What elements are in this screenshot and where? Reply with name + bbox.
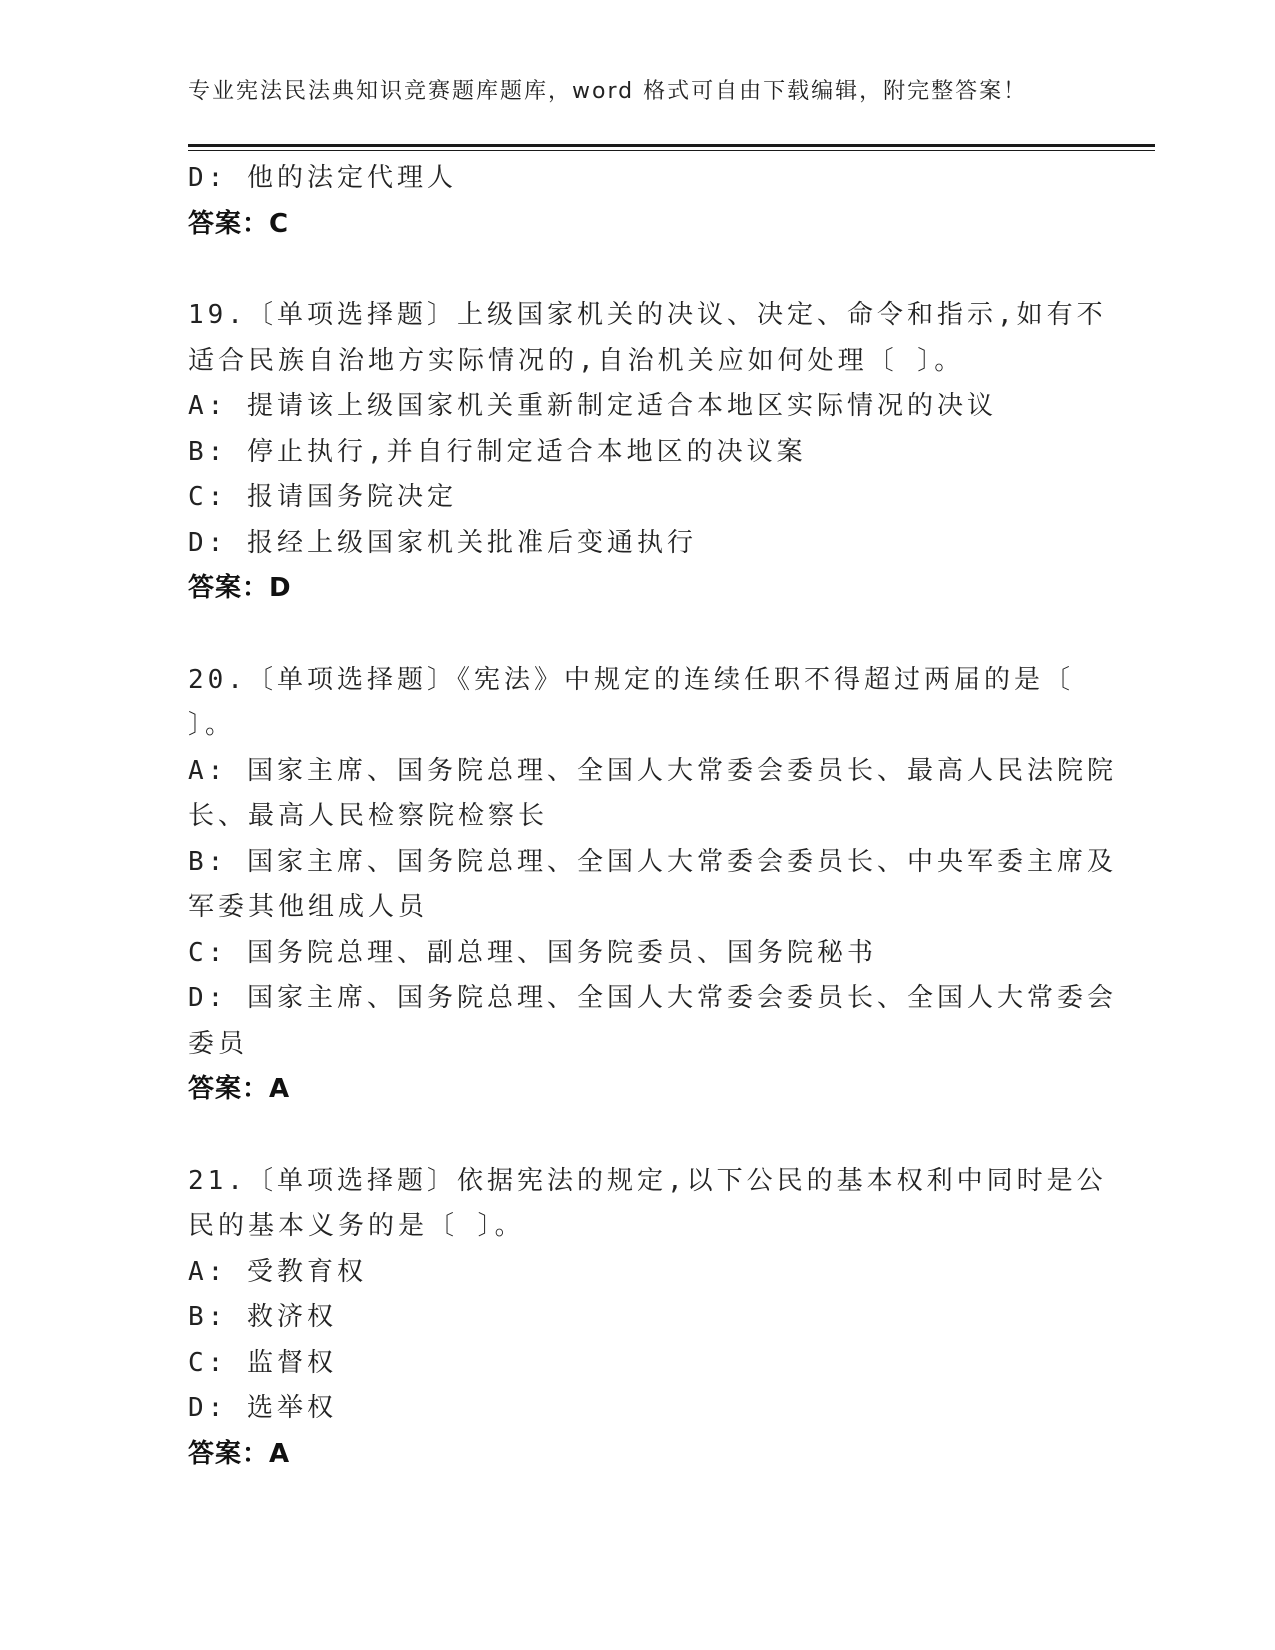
option-c: C: 报请国务院决定 — [188, 482, 457, 512]
question-stem-line: 20.〔单项选择题〕《宪法》中规定的连续任职不得超过两届的是〔 — [188, 664, 1074, 695]
question-stem-line: 民的基本义务的是〔 〕。 — [188, 1211, 525, 1241]
option-d: D: 报经上级国家机关批准后变通执行 — [188, 527, 697, 558]
option-b: B: 救济权 — [188, 1302, 337, 1332]
question-stem-line: 21.〔单项选择题〕依据宪法的规定,以下公民的基本权利中同时是公 — [188, 1165, 1107, 1196]
answer-line: 答案：A — [188, 1074, 291, 1104]
option-a-continued: 长、最高人民检察院检察长 — [188, 801, 549, 831]
header-rule-thin — [188, 150, 1155, 151]
option-a: A: 国家主席、国务院总理、全国人大常委会委员长、最高人民法院院 — [188, 755, 1117, 786]
option-b: B: 停止执行,并自行制定适合本地区的决议案 — [188, 436, 807, 467]
spacer — [188, 612, 1088, 658]
option-d-continued: 委员 — [188, 1028, 249, 1059]
spacer — [188, 1113, 1088, 1159]
answer-line: 答案：C — [188, 208, 290, 239]
question-stem-line: 适合民族自治地方实际情况的,自治机关应如何处理〔 〕。 — [188, 345, 965, 376]
document-body — [188, 156, 1117, 1477]
option-b: B: 国家主席、国务院总理、全国人大常委会委员长、中央军委主席及 — [188, 846, 1117, 877]
question-18-fragment — [188, 156, 1088, 247]
question-stem-line: 〕。 — [188, 710, 236, 740]
question-21 — [188, 1159, 1107, 1478]
question-19 — [188, 293, 1107, 612]
question-20 — [188, 658, 1117, 1113]
option-a: A: 提请该上级国家机关重新制定适合本地区实际情况的决议 — [188, 391, 997, 421]
option-c: C: 监督权 — [188, 1347, 337, 1378]
answer-line: 答案：D — [188, 573, 292, 603]
option-d: D: 国家主席、国务院总理、全国人大常委会委员长、全国人大常委会 — [188, 983, 1117, 1013]
option-a: A: 受教育权 — [188, 1256, 367, 1287]
page-header: 专业宪法民法典知识竞赛题库题库，word 格式可自由下载编辑，附完整答案！ — [188, 79, 1028, 104]
option-d: D: 选举权 — [188, 1393, 337, 1423]
option-d: D: 他的法定代理人 — [188, 163, 457, 193]
option-b-continued: 军委其他组成人员 — [188, 892, 429, 922]
option-c: C: 国务院总理、副总理、国务院委员、国务院秘书 — [188, 937, 877, 968]
question-stem-line: 19.〔单项选择题〕上级国家机关的决议、决定、命令和指示,如有不 — [188, 300, 1107, 330]
spacer — [188, 247, 1088, 293]
answer-line: 答案：A — [188, 1438, 291, 1469]
header-rule-thick — [188, 144, 1155, 147]
